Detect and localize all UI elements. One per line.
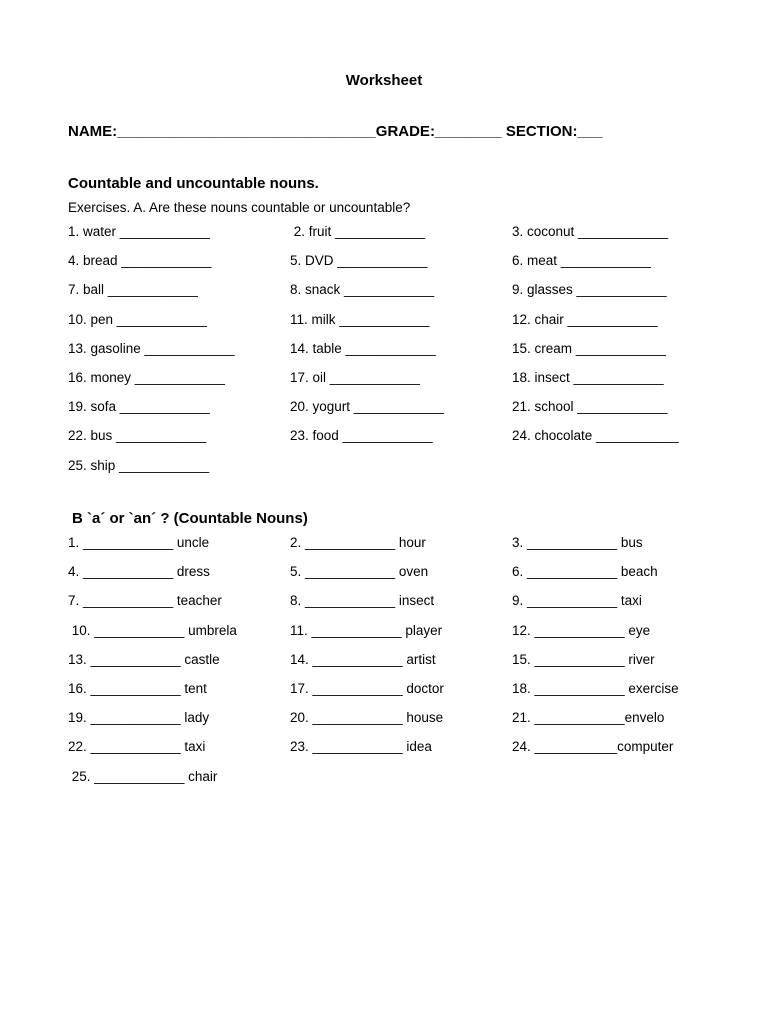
section-a-instructions: Exercises. A. Are these nouns countable or uncountable? [68, 200, 411, 215]
exercise-item: 22. bus ____________ [68, 428, 207, 444]
section-b-heading: B `a´ or `an´ ? (Countable Nouns) [72, 510, 308, 527]
exercise-item: 12. chair ____________ [512, 311, 658, 327]
exercise-item: 13. ____________ castle [68, 651, 220, 667]
exercise-item: 14. ____________ artist [290, 651, 436, 667]
exercise-item: 21. ____________envelo [512, 710, 665, 726]
exercise-item: 9. ____________ taxi [512, 593, 642, 609]
exercise-item: 18. ____________ exercise [512, 681, 679, 696]
exercise-item: 7. ball ____________ [68, 282, 198, 298]
exercise-item: 9. glasses ____________ [512, 282, 667, 298]
exercise-item: 23. food ____________ [290, 428, 433, 444]
exercise-item: 16. money ____________ [68, 370, 225, 385]
exercise-item: 3. coconut ____________ [512, 224, 669, 239]
exercise-item: 24. ___________computer [512, 739, 674, 755]
exercise-item: 6. ____________ beach [512, 564, 658, 580]
exercise-item: 22. ____________ taxi [68, 739, 206, 755]
exercise-item: 6. meat ____________ [512, 253, 651, 269]
page-title: Worksheet [345, 72, 423, 89]
exercise-item: 20. ____________ house [290, 710, 444, 726]
exercise-item: 7. ____________ teacher [68, 593, 222, 609]
exercise-item: 15. cream ____________ [512, 340, 666, 356]
exercise-item: 11. milk ____________ [290, 311, 430, 327]
exercise-item: 8. snack ____________ [290, 282, 435, 298]
exercise-item: 17. oil ____________ [290, 370, 420, 385]
exercise-item: 19. sofa ____________ [68, 399, 210, 415]
exercise-item: 10. pen ____________ [68, 311, 207, 327]
student-info-line: NAME:_______________________________GRADE:________ SECTION:___ [68, 123, 603, 140]
exercise-item: 4. bread ____________ [68, 253, 212, 269]
exercise-item: 5. ____________ oven [290, 564, 429, 580]
exercise-item: 16. ____________ tent [68, 681, 207, 696]
exercise-item: 25. ____________ chair [68, 768, 218, 784]
section-b-exercise-list [0, 535, 768, 835]
exercise-item: 14. table ____________ [290, 340, 436, 356]
exercise-item: 12. ____________ eye [512, 622, 651, 638]
exercise-item: 20. yogurt ____________ [290, 399, 444, 415]
exercise-item: 25. ship ____________ [68, 457, 210, 473]
exercise-item: 21. school ____________ [512, 399, 668, 415]
exercise-item: 24. chocolate ___________ [512, 428, 679, 444]
exercise-item: 23. ____________ idea [290, 739, 432, 755]
exercise-item: 15. ____________ river [512, 651, 655, 667]
exercise-item: 18. insect ____________ [512, 370, 664, 385]
section-a-exercise-list [0, 224, 768, 524]
exercise-item: 8. ____________ insect [290, 593, 435, 609]
exercise-item: 2. fruit ____________ [290, 224, 426, 239]
section-a-heading: Countable and uncountable nouns. [68, 175, 319, 192]
exercise-item: 5. DVD ____________ [290, 253, 428, 269]
exercise-item: 17. ____________ doctor [290, 681, 444, 696]
exercise-item: 1. water ____________ [68, 224, 210, 239]
exercise-item: 1. ____________ uncle [68, 535, 210, 550]
exercise-item: 4. ____________ dress [68, 564, 210, 580]
exercise-item: 13. gasoline ____________ [68, 340, 235, 356]
exercise-item: 3. ____________ bus [512, 535, 643, 550]
exercise-item: 11. ____________ player [290, 622, 443, 638]
exercise-item: 10. ____________ umbrela [68, 622, 237, 638]
exercise-item: 2. ____________ hour [290, 535, 426, 550]
exercise-item: 19. ____________ lady [68, 710, 210, 726]
